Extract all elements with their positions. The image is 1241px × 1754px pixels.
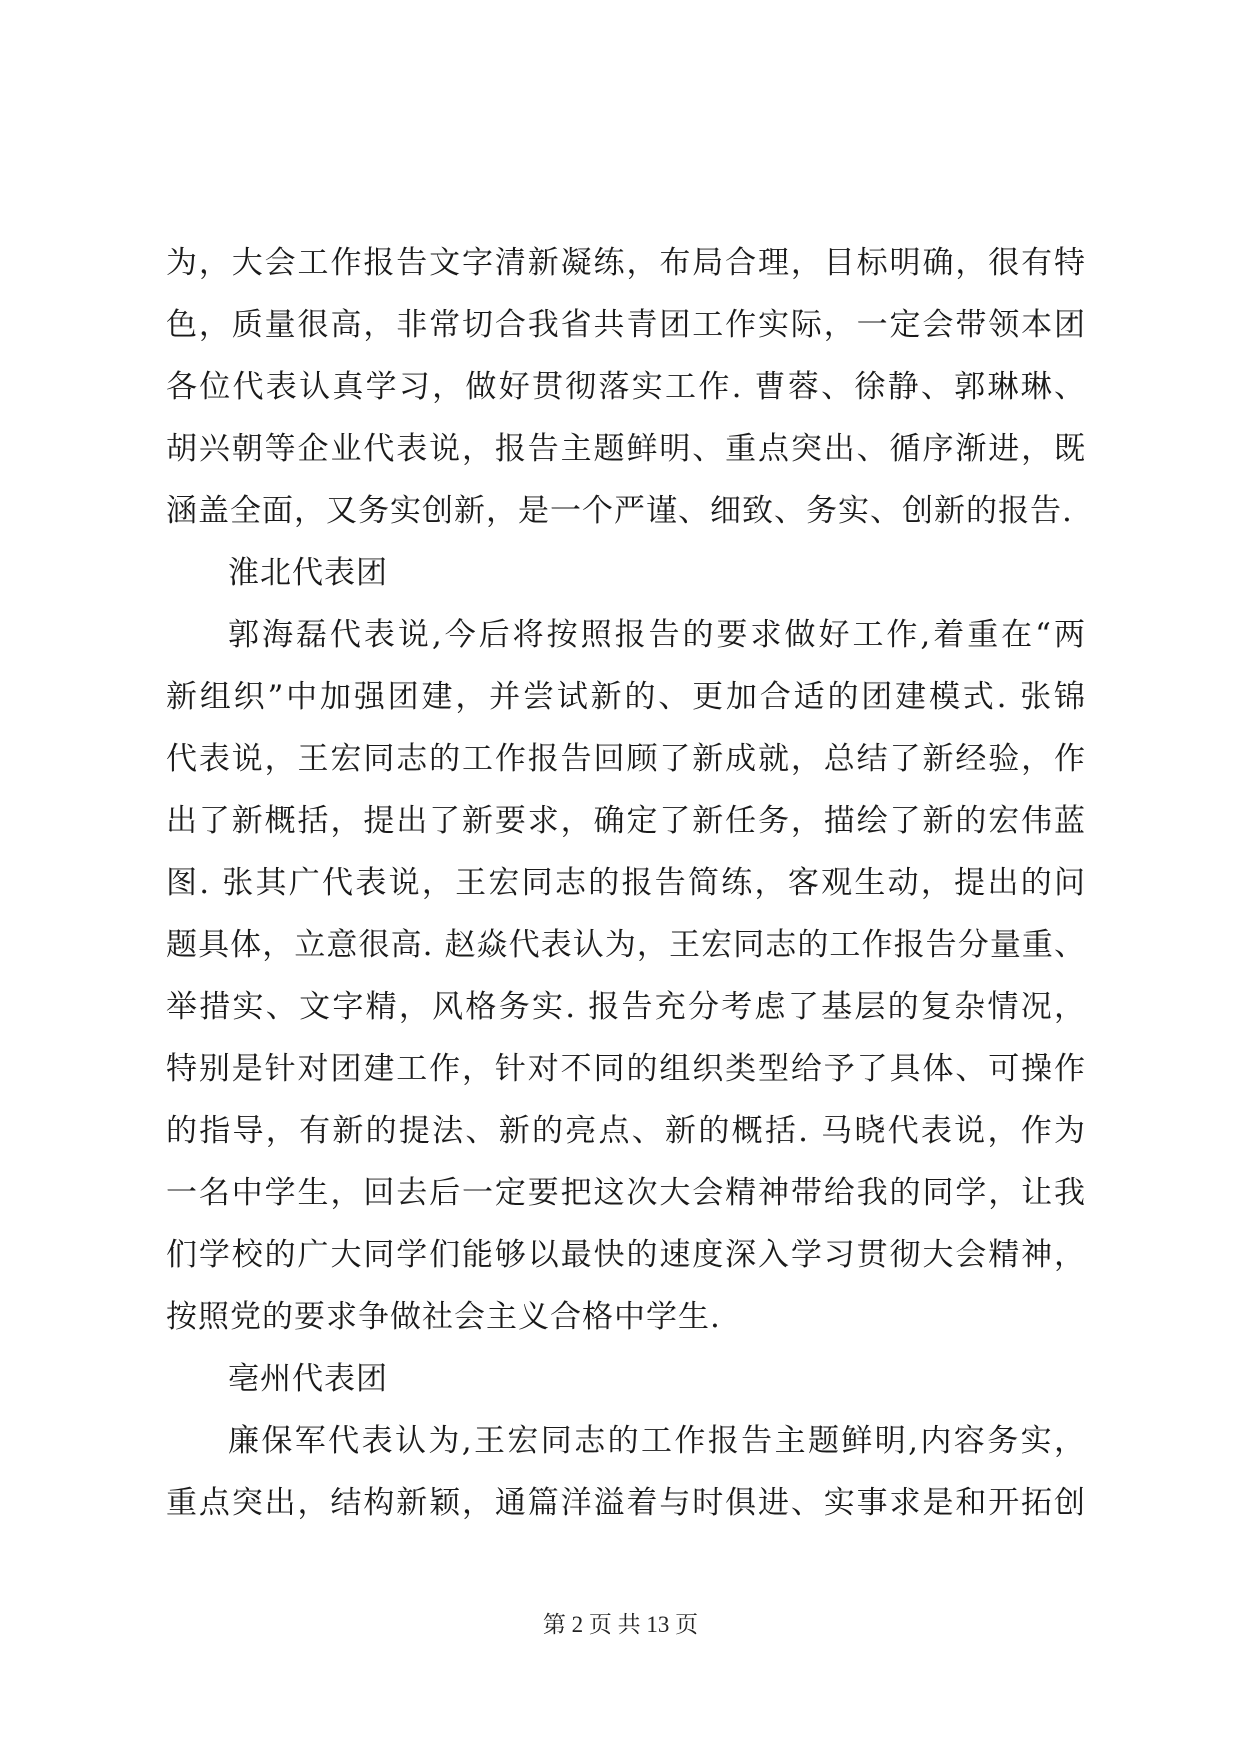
text-line: 廉保军代表认为,王宏同志的工作报告主题鲜明,内容务实， bbox=[228, 1423, 1086, 1459]
text-line: 特别是针对团建工作，针对不同的组织类型给予了具体、可操作 bbox=[166, 1051, 1086, 1087]
text-line: 题具体，立意很高. 赵焱代表认为，王宏同志的工作报告分量重、 bbox=[166, 927, 1086, 963]
body-text bbox=[166, 232, 1086, 1534]
text-line: 图. 张其广代表说，王宏同志的报告简练，客观生动，提出的问 bbox=[166, 865, 1086, 901]
section-heading-huaibei: 淮北代表团 bbox=[228, 555, 388, 591]
text-line: 涵盖全面，又务实创新，是一个严谨、细致、务实、创新的报告. bbox=[166, 493, 1073, 529]
text-line: 各位代表认真学习，做好贯彻落实工作. 曹蓉、徐静、郭琳琳、 bbox=[166, 369, 1086, 405]
section-heading-bozhou: 亳州代表团 bbox=[228, 1361, 388, 1397]
text-line: 代表说，王宏同志的工作报告回顾了新成就，总结了新经验，作 bbox=[166, 741, 1086, 777]
text-line: 按照党的要求争做社会主义合格中学生. bbox=[166, 1299, 721, 1335]
text-line: 郭海磊代表说,今后将按照报告的要求做好工作,着重在“两 bbox=[228, 617, 1086, 653]
text-line: 举措实、文字精，风格务实. 报告充分考虑了基层的复杂情况， bbox=[166, 989, 1086, 1025]
text-line: 为，大会工作报告文字清新凝练，布局合理，目标明确，很有特 bbox=[166, 245, 1086, 281]
text-line: 的指导，有新的提法、新的亮点、新的概括. 马晓代表说，作为 bbox=[166, 1113, 1086, 1149]
page-number-footer: 第 2 页 共 13 页 bbox=[542, 1612, 699, 1637]
text-line: 出了新概括，提出了新要求，确定了新任务，描绘了新的宏伟蓝 bbox=[166, 803, 1086, 839]
text-line: 一名中学生，回去后一定要把这次大会精神带给我的同学，让我 bbox=[166, 1175, 1086, 1211]
text-line: 们学校的广大同学们能够以最快的速度深入学习贯彻大会精神， bbox=[166, 1237, 1086, 1273]
text-line: 重点突出，结构新颖，通篇洋溢着与时俱进、实事求是和开拓创 bbox=[166, 1485, 1086, 1521]
text-line: 胡兴朝等企业代表说，报告主题鲜明、重点突出、循序渐进，既 bbox=[166, 431, 1086, 467]
text-line: 色，质量很高，非常切合我省共青团工作实际，一定会带领本团 bbox=[166, 307, 1086, 343]
text-line: 新组织”中加强团建，并尝试新的、更加合适的团建模式. 张锦 bbox=[166, 679, 1086, 715]
